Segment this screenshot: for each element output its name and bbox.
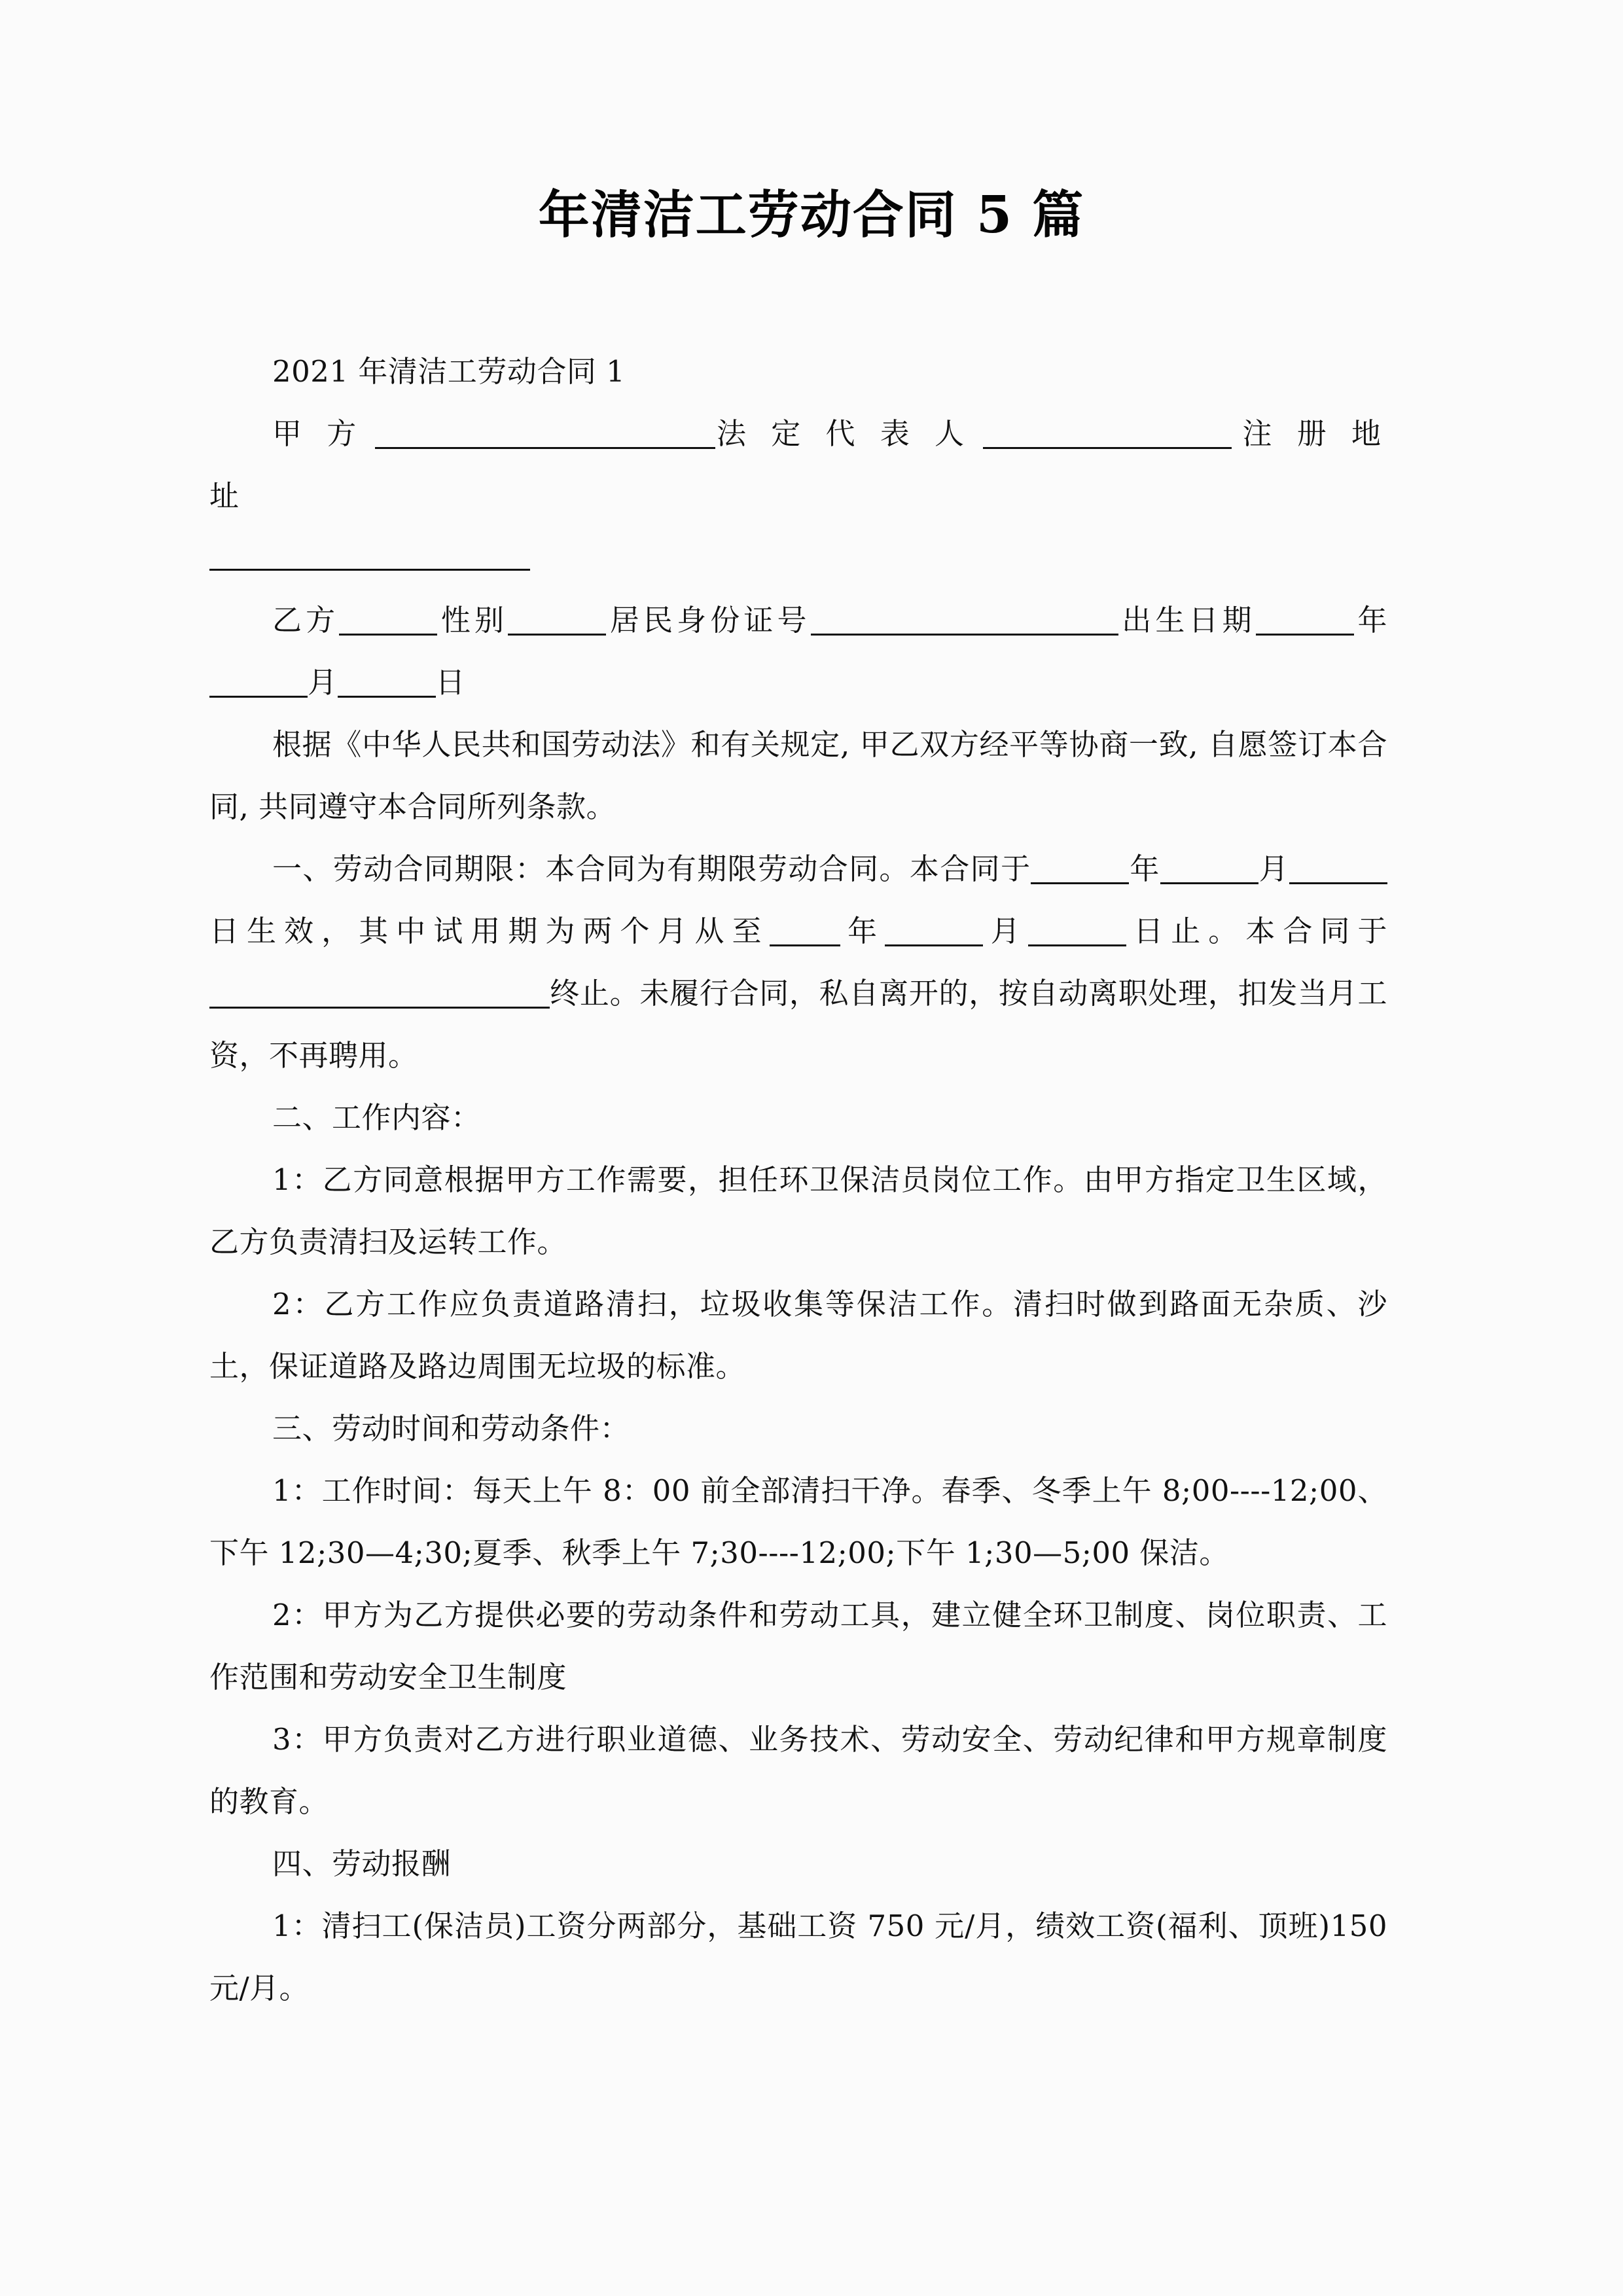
section-4-heading: 四、劳动报酬: [272, 1846, 452, 1881]
section-3-heading: 三、劳动时间和劳动条件：: [272, 1411, 630, 1446]
section-3-item-1: 1：工作时间：每天上午 8：00 前全部清扫干净。春季、冬季上午 8;00----12;00、下午 12;30—4;30;夏季、秋季上午 7;30----12;00;下午 1;30—5;00 保洁。: [209, 1473, 1387, 1570]
section-3-item-2: 2：甲方为乙方提供必要的劳动条件和劳动工具，建立健全环卫制度、岗位职责、工作范围和劳动安全卫生制度: [209, 1598, 1387, 1695]
end-day-blank[interactable]: [1028, 922, 1126, 946]
legal-rep-label: 法 定 代 表 人: [715, 416, 972, 451]
end-year-label: 年: [840, 914, 885, 948]
section-1-heading: 一、劳动合同期限：: [272, 852, 546, 886]
start-day-blank[interactable]: [1289, 860, 1387, 884]
birth-month-blank[interactable]: [209, 673, 308, 698]
party-b-label: 乙方: [272, 603, 340, 637]
start-month-label: 月: [1258, 852, 1289, 886]
section-1-text-after-dates: 日生效，其中试用期为两个月从至: [209, 914, 770, 948]
section-1-paragraph: [209, 838, 1387, 1086]
birth-year-label: 年: [1353, 603, 1387, 637]
section-2-item-1: 1：乙方同意根据甲方工作需要，担任环卫保洁员岗位工作。由甲方指定卫生区域，乙方负责清扫及运转工作。: [209, 1162, 1387, 1259]
section-3-item-3: 3：甲方负责对乙方进行职业道德、业务技术、劳动安全、劳动纪律和甲方规章制度的教育。: [209, 1722, 1387, 1819]
registered-address-label: 注 册 地 址: [209, 416, 1387, 513]
id-number-label: 居民身份证号: [606, 603, 811, 637]
birth-day-blank[interactable]: [338, 673, 436, 698]
start-year-blank[interactable]: [1031, 860, 1129, 884]
birth-month-label: 月: [308, 665, 338, 700]
section-2-item-2: 2：乙方工作应负责道路清扫，垃圾收集等保洁工作。清扫时做到路面无杂质、沙土，保证道路及路边周围无垃圾的标准。: [209, 1287, 1387, 1384]
start-year-label: 年: [1129, 852, 1160, 886]
section-1-lead: 本合同为有期限劳动合同。本合同于: [545, 852, 1031, 886]
document-body: [209, 340, 1387, 2019]
end-year-blank[interactable]: [770, 922, 840, 946]
gender-label: 性别: [437, 603, 508, 637]
birth-day-label: 日: [435, 665, 466, 700]
preamble-paragraph: 根据《中华人民共和国劳动法》和有关规定, 甲乙双方经平等协商一致, 自愿签订本合同, 共同遵守本合同所列条款。: [209, 727, 1387, 824]
party-a-blank[interactable]: [375, 425, 715, 449]
legal-rep-blank[interactable]: [983, 425, 1232, 449]
section-1-text-end-dates: 日止。本合同于: [1126, 914, 1387, 948]
registered-address-blank-row: [209, 527, 1387, 589]
end-month-blank[interactable]: [885, 922, 983, 946]
party-b-name-blank[interactable]: [339, 611, 437, 636]
party-a-line: [209, 403, 1387, 527]
end-month-label: 月: [983, 914, 1028, 948]
id-number-blank[interactable]: [811, 611, 1118, 636]
page-title: 年清洁工劳动合同 5 篇: [538, 185, 1085, 245]
document-subtitle: 2021 年清洁工劳动合同 1: [272, 354, 626, 389]
birth-year-blank[interactable]: [1256, 611, 1354, 636]
section-4-item-1: 1：清扫工(保洁员)工资分两部分，基础工资 750 元/月，绩效工资(福利、顶班)150 元/月。: [209, 1909, 1387, 2005]
start-month-blank[interactable]: [1160, 860, 1258, 884]
party-a-label: 甲 方: [272, 416, 365, 451]
birth-date-label: 出生日期: [1118, 603, 1256, 637]
termination-date-blank[interactable]: [209, 984, 550, 1009]
party-b-line: [209, 589, 1387, 713]
gender-blank[interactable]: [508, 611, 606, 636]
section-1-termination-tail: 终止。未履行合同，私自离开的，按自动离职处理，扣发当月工资，不再聘用。: [209, 976, 1387, 1073]
registered-address-blank[interactable]: [209, 569, 530, 571]
section-2-heading: 二、工作内容：: [272, 1100, 481, 1135]
